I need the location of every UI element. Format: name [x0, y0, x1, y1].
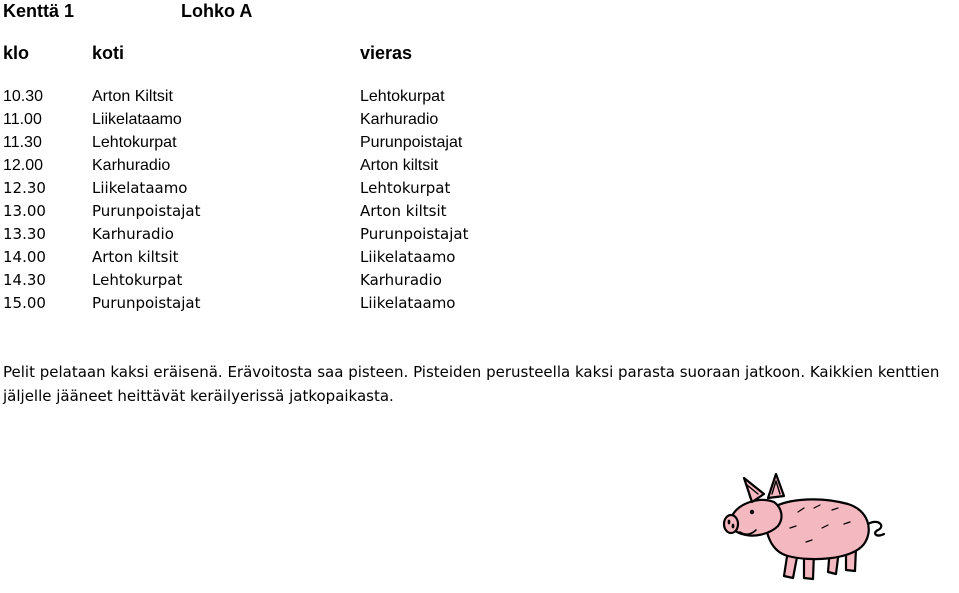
table-row	[0, 131, 959, 154]
match-home-team: Liikelataamo	[92, 111, 182, 128]
table-row	[0, 108, 959, 131]
match-home-team: Arton Kiltsit	[92, 88, 173, 105]
match-home-team: Lehtokurpat	[92, 134, 177, 151]
table-row	[0, 269, 959, 292]
pig-illustration	[718, 468, 888, 588]
match-home-team: Karhuradio	[92, 157, 171, 174]
match-away-team: Purunpoistajat	[360, 134, 463, 151]
match-time: 13.00	[3, 202, 46, 220]
match-away-team: Arton kiltsit	[360, 202, 447, 220]
column-header-away: vieras	[360, 43, 413, 63]
match-home-team: Liikelataamo	[92, 179, 188, 197]
match-away-team: Liikelataamo	[360, 294, 456, 312]
match-away-team: Arton kiltsit	[360, 157, 439, 174]
match-time: 15.00	[3, 294, 46, 312]
match-time: 14.00	[3, 248, 46, 266]
match-away-team: Purunpoistajat	[360, 225, 469, 243]
match-time: 13.30	[3, 225, 46, 243]
column-header-time: klo	[3, 43, 30, 63]
rules-text: Pelit pelataan kaksi eräisenä. Erävoitosta saa pisteen. Pisteiden perusteella kaksi parasta suoraan jatkoon. Kaikkien kenttien jäljelle jääneet heittävät keräilyerissä jatkopaikasta.	[3, 363, 940, 405]
table-row	[0, 154, 959, 177]
match-away-team: Lehtokurpat	[360, 179, 451, 197]
table-row	[0, 177, 959, 200]
match-time: 12.00	[3, 157, 44, 174]
match-away-team: Karhuradio	[360, 111, 439, 128]
table-row	[0, 85, 959, 108]
match-time: 11.00	[3, 111, 42, 128]
match-away-team: Karhuradio	[360, 271, 442, 289]
match-time: 14.30	[3, 271, 46, 289]
match-time: 12.30	[3, 179, 46, 197]
match-time: 11.30	[3, 134, 42, 151]
match-time: 10.30	[3, 88, 44, 105]
table-row	[0, 223, 959, 246]
block-title: Lohko A	[181, 1, 253, 21]
match-away-team: Liikelataamo	[360, 248, 456, 266]
match-away-team: Lehtokurpat	[360, 88, 445, 105]
column-header-home: koti	[92, 43, 125, 63]
table-row	[0, 292, 959, 315]
table-row	[0, 200, 959, 223]
match-home-team: Purunpoistajat	[92, 202, 201, 220]
match-home-team: Karhuradio	[92, 225, 174, 243]
field-title: Kenttä 1	[3, 1, 75, 21]
match-home-team: Lehtokurpat	[92, 271, 183, 289]
match-home-team: Purunpoistajat	[92, 294, 201, 312]
match-home-team: Arton kiltsit	[92, 248, 179, 266]
table-row	[0, 246, 959, 269]
